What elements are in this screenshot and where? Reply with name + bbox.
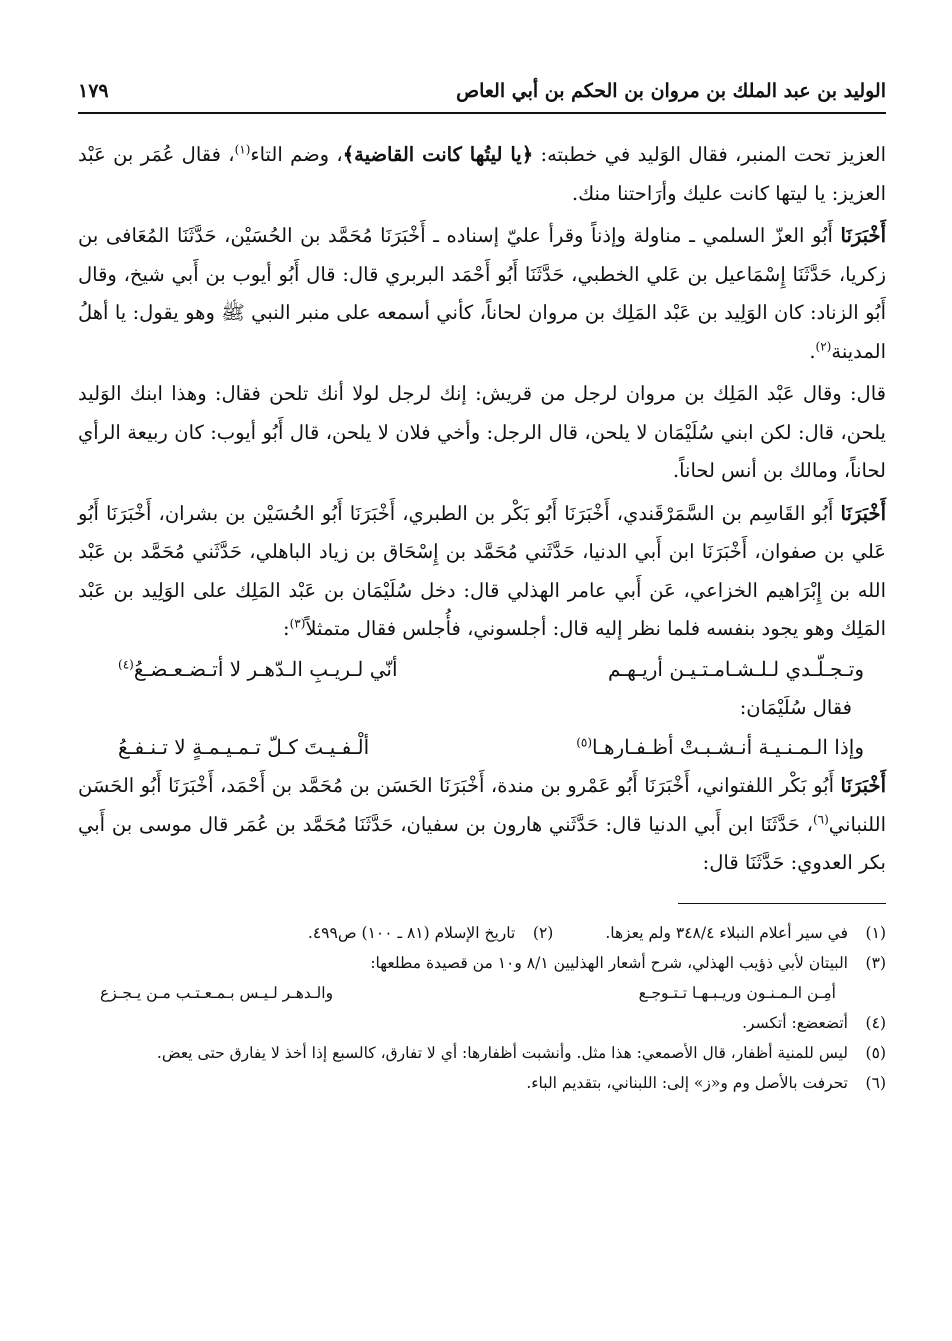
footnote-text: تحرفت بالأصل وم و«ز» إلى: اللبناني، بتقديم الباء. xyxy=(526,1073,848,1092)
verse-second-hemistich: ألْـفـيـتَ كـلّ تـمـيـمـةٍ لا تـنـفـعُ xyxy=(118,735,370,759)
text-run: العزيز تحت المنبر، فقال الوَليد في خطبته: xyxy=(533,143,886,166)
paragraph-1 xyxy=(78,136,886,213)
text-run: وإذا الـمـنـيـة أنـشـبـتْ أظـفـارهـا xyxy=(592,735,864,759)
footnote-ref: (٢) xyxy=(815,339,832,353)
verse-second-hemistich xyxy=(118,649,398,689)
verse-line-2 xyxy=(78,727,886,767)
text-run: أَبُو العزّ السلمي ـ مناولة وإذناً وقرأ عليّ إسناده ـ أَخْبَرَنَا مُحَمَّد بن الحُسَيْن، حَدَّثَنَا المُعَافى بن زكريا، حَدَّثَنَا إِسْمَاعيل بن عَلي الخطبي، حَدَّثَنَا أَبُو أَحْمَد البربري قال: قال أَبُو أيوب بن أَبي شيخ، وقال أَبُو الزناد: كان الوَلِيد بن عَبْد المَلِك بن مروان لحاناً، كأني أسمعه على منبر النبي ﷺ وهو يقول: يا أهلُ المدينة xyxy=(78,224,886,363)
paragraph-5 xyxy=(78,767,886,883)
text-run: . xyxy=(809,339,816,363)
footnote-number: (٥) xyxy=(865,1043,886,1062)
footnote-row xyxy=(78,918,886,948)
text-run: أنّي لـريـبِ الـدّهـر لا أتـضـعـضـعُ xyxy=(133,656,398,681)
footnote-number: (٢) xyxy=(532,923,554,942)
narration-lead: أَخْبَرَنَا xyxy=(840,224,886,247)
footnote-number: (٣) xyxy=(865,953,886,972)
paragraph-2 xyxy=(78,217,886,371)
verse-intro: فقال سُلَيْمَان: xyxy=(739,695,852,719)
verse-line-1 xyxy=(78,649,886,689)
footnote-4 xyxy=(78,1008,886,1038)
footnote-text: البيتان لأبي ذؤيب الهذلي، شرح أشعار الهذليين ٨/١ و١٠ من قصيدة مطلعها: xyxy=(370,953,848,972)
verse-first-hemistich xyxy=(576,727,864,767)
main-text xyxy=(78,136,886,883)
footnote-1 xyxy=(605,918,886,948)
footnote-ref: (٤) xyxy=(118,656,134,671)
verse-first-hemistich: وتـجـلّـدي لـلـشـامـتـيـن أريـهـم xyxy=(607,656,864,681)
verse-second-hemistich: والـدهـر لـيـس بـمـعـتـب مـن يـجـزع xyxy=(100,983,334,1002)
footnote-text: أتضعضع: أتكسر. xyxy=(742,1013,848,1032)
narration-lead: أَخْبَرَنَا xyxy=(840,501,886,525)
narration-lead: أَخْبَرَنَا xyxy=(840,774,886,797)
footnote-ref: (٣) xyxy=(289,616,306,631)
verse-first-hemistich: أمِـن الـمـنـون وريـبـهـا تـتـوجـع xyxy=(638,983,836,1002)
footnote-text: في سير أعلام النبلاء ٣٤٨/٤ ولم يعزها. xyxy=(605,923,848,942)
footnote-number: (٤) xyxy=(865,1013,886,1032)
footnote-6 xyxy=(78,1068,886,1098)
paragraph-4 xyxy=(78,495,886,649)
footnote-number: (١) xyxy=(865,923,886,942)
footnote-number: (٦) xyxy=(865,1073,886,1092)
page-number: ١٧٩ xyxy=(78,80,109,102)
text-run: ، وضم التاء xyxy=(250,143,343,166)
footnote-verse xyxy=(78,978,886,1008)
text-run: ، حَدَّثَنَا ابن أَبي الدنيا قال: حَدَّثَني هارون بن سفيان، حَدَّثَنَا مُحَمَّد بن عُمَر قال موسى بن أَبي بكر العدوي: حَدَّثَنَا قال: xyxy=(78,812,886,874)
footnotes xyxy=(78,918,886,1098)
paragraph-3: قال: وقال عَبْد المَلِك بن مروان لرجل من قريش: إنك لرجل لولا أنك تلحن فقال: وهذا ابنك الوَليد يلحن، قال: لكن ابني سُلَيْمَان لا يلحن، قال الرجل: وأخي فلان لا يلحن، قال أَبُو أيوب: كان ربيعة الرأي لحاناً، ومالك بن أنس لحاناً. xyxy=(78,382,886,482)
quran-quote: ﴿يا ليتُها كانت القاضية﴾ xyxy=(342,143,534,166)
footnote-ref: (٥) xyxy=(576,735,593,750)
footnote-ref: (٦) xyxy=(812,812,829,826)
footnote-separator xyxy=(678,903,886,904)
footnote-text: ليس للمنية أظفار، قال الأصمعي: هذا مثل. وأنشبت أظفارها: أي لا تفارق، كالسبع إذا أخذ لا يفارق حتى يعض. xyxy=(156,1043,848,1062)
footnote-2 xyxy=(308,918,553,948)
footnote-5 xyxy=(78,1038,886,1068)
page-header xyxy=(78,74,886,114)
running-head: الوليد بن عبد الملك بن مروان بن الحكم بن أبي العاص xyxy=(456,80,886,102)
footnote-ref: (١) xyxy=(234,142,251,157)
text-run: أَبُو القَاسِم بن السَّمَرْقَندي، أَخْبَرَنَا أَبُو بَكْر بن الطبري، أَخْبَرَنَا أَبُو الحُسَيْن بن بشران، أَخْبَرَنَا أَبُو عَلي بن صفوان، أَخْبَرَنَا ابن أَبي الدنيا، حَدَّثَني مُحَمَّد بن إِسْحَاق بن زياد الباهلي، حَدَّثَني مُحَمَّد بن عَبْد الله بن إِبْرَاهيم الخزاعي، عَن أَبي عامر الهذلي قال: دخل سُلَيْمَان بن عَبْد المَلِك على الوَلِيد بن عَبْد المَلِك وهو يجود بنفسه فلما نظر إليه قال: أجلسوني، فأُجلس فقال متمثلاً xyxy=(78,501,886,640)
text-run: ، فقال عُمَر بن عَبْد العزيز: يا ليتها كانت عليك وأرَاحتنا منك. xyxy=(78,143,886,205)
footnote-3 xyxy=(78,948,886,978)
document-page xyxy=(78,74,886,1314)
footnote-text: تاريخ الإسلام (٨١ ـ ١٠٠) ص٤٩٩. xyxy=(307,923,516,942)
text-run: : xyxy=(283,617,290,640)
text-run: أَبُو بَكْر اللفتواني، أَخْبَرَنَا أَبُو عَمْرو بن مندة، أَخْبَرَنَا الحَسَن بن مُحَمَّد بن أَحْمَد، أَخْبَرَنَا أَبُو الحَسَن اللنباني xyxy=(78,774,886,836)
